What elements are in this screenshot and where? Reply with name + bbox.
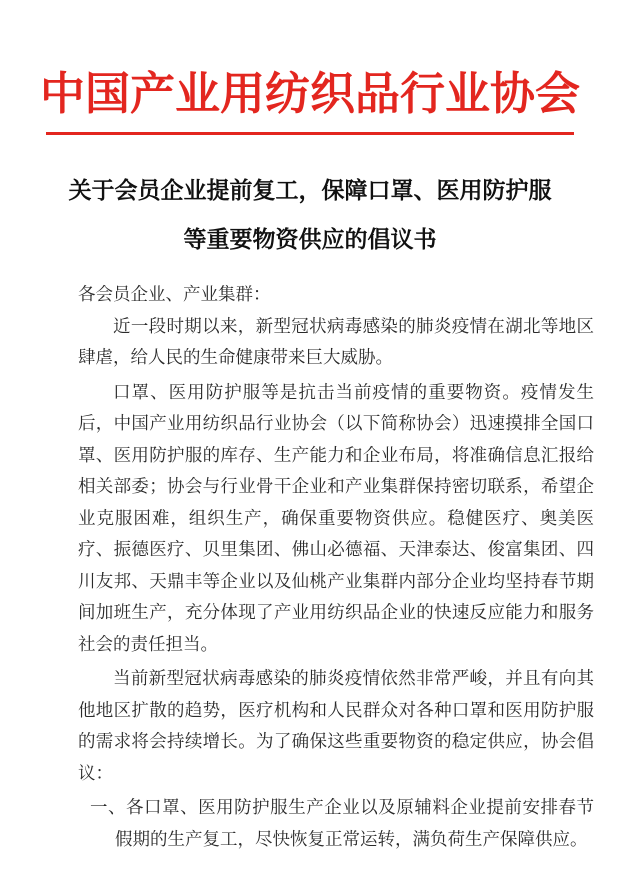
document-title xyxy=(0,166,620,264)
proposal-item-1: 一、各口罩、医用防护服生产企业以及原辅料企业提前安排春节假期的生产复工，尽快恢复正常运转，满负荷生产保障供应。 xyxy=(90,797,594,849)
paragraph-1: 近一段时期以来，新型冠状病毒感染的肺炎疫情在湖北等地区肆虐，给人民的生命健康带来巨大威胁。 xyxy=(78,315,594,367)
letterhead-org-name: 中国产业用纺织品行业协会 xyxy=(39,69,580,119)
document-title-line-2: 等重要物资供应的倡议书 xyxy=(183,226,437,252)
letter-body xyxy=(78,279,594,855)
document-title-line-1: 关于会员企业提前复工，保障口罩、医用防护服 xyxy=(68,177,552,203)
paragraph-2: 口罩、医用防护服等是抗击当前疫情的重要物资。疫情发生后，中国产业用纺织品行业协会（以下简称协会）迅速摸排全国口罩、医用防护服的库存、生产能力和企业布局，将准确信息汇报给相关部委；协会与行业骨干企业和产业集群保持密切联系，希望企业克服困难，组织生产，确保重要物资供应。稳健医疗、奥美医疗、振德医疗、贝里集团、佛山必德福、天津泰达、俊富集团、四川友邦、天鼎丰等企业以及仙桃产业集群内部分企业均坚持春节期间加班生产，充分体现了产业用纺织品企业的快速反应能力和服务社会的责任担当。 xyxy=(78,381,594,654)
salutation: 各会员企业、产业集群： xyxy=(78,284,271,304)
letterhead-rule xyxy=(46,132,574,135)
letterhead xyxy=(0,0,620,135)
paragraph-3: 当前新型冠状病毒感染的肺炎疫情依然非常严峻，并且有向其他地区扩散的趋势，医疗机构和人民群众对各种口罩和医用防护服的需求将会持续增长。为了确保这些重要物资的稳定供应，协会倡议： xyxy=(78,668,594,783)
